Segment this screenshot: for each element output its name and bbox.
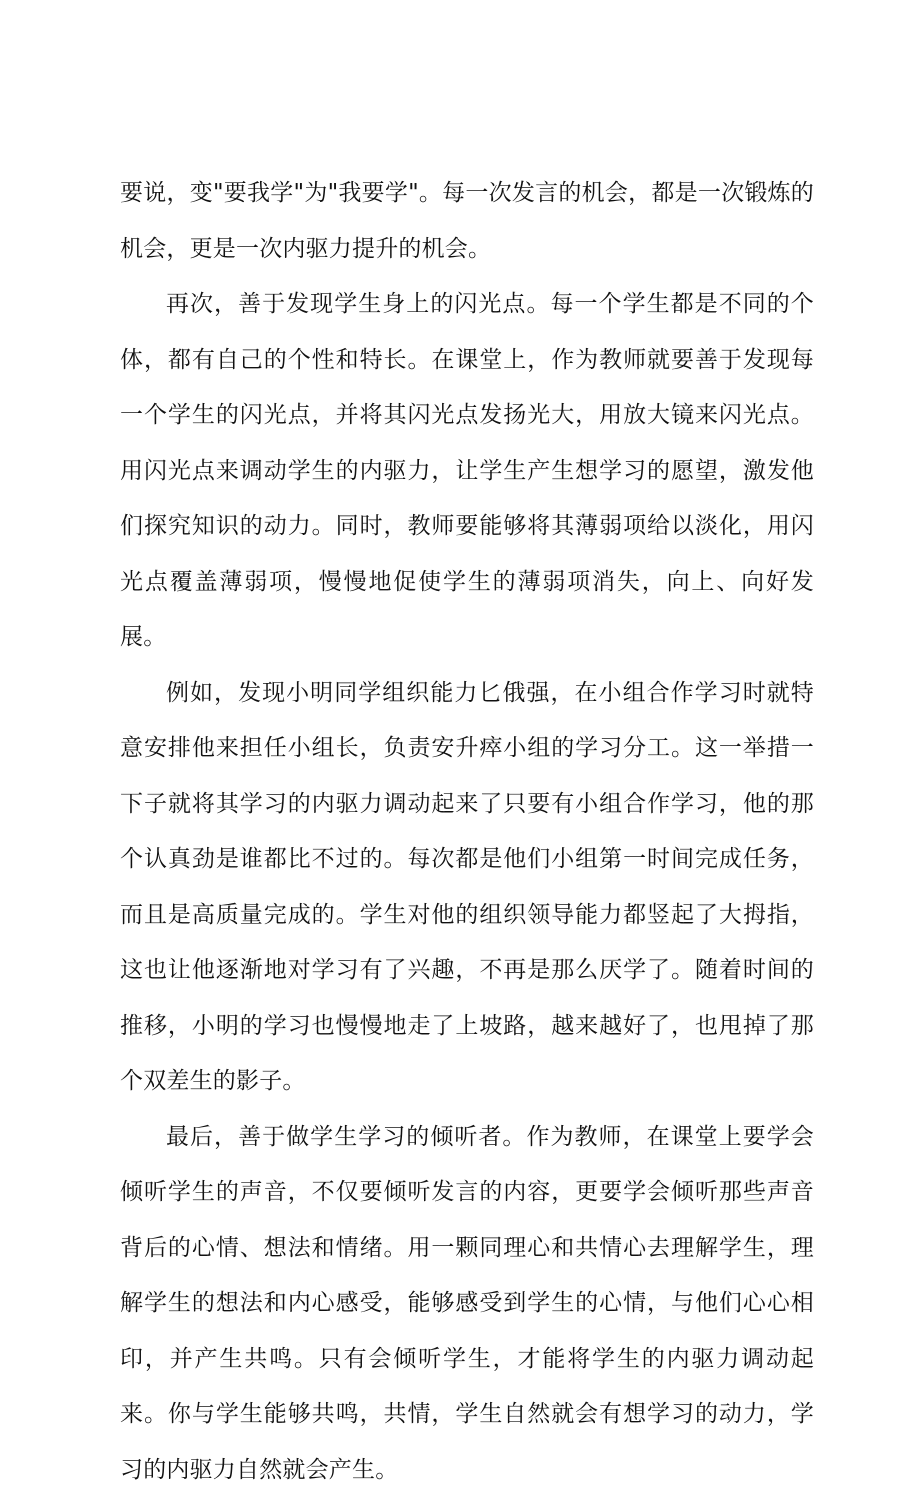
paragraph-highlight-points: 再次，善于发现学生身上的闪光点。每一个学生都是不同的个体，都有自己的个性和特长。在课堂上，作为教师就要善于发现每一个学生的闪光点，并将其闪光点发扬光大，用放大镜来闪光点。用闪光点来调动学生的内驱力，让学生产生想学习的愿望，激发他们探究知识的动力。同时，教师要能够将其薄弱项给以淡化，用闪光点覆盖薄弱项，慢慢地促使学生的薄弱项消失，向上、向好发展。 [120,277,814,666]
paragraph-continuation: 要说，变"要我学"为"我要学"。每一次发言的机会，都是一次锻炼的机会，更是一次内驱力提升的机会。 [120,166,814,277]
document-body [120,166,814,1498]
paragraph-listener: 最后，善于做学生学习的倾听者。作为教师，在课堂上要学会倾听学生的声音，不仅要倾听发言的内容，更要学会倾听那些声音背后的心情、想法和情绪。用一颗同理心和共情心去理解学生，理解学生的想法和内心感受，能够感受到学生的心情，与他们心心相印，并产生共鸣。只有会倾听学生，才能将学生的内驱力调动起来。你与学生能够共鸣，共情，学生自然就会有想学习的动力，学习的内驱力自然就会产生。 [120,1110,814,1498]
paragraph-example-xiaoming: 例如，发现小明同学组织能力匕俄强，在小组合作学习时就特意安排他来担任小组长，负责安升瘁小组的学习分工。这一举措一下子就将其学习的内驱力调动起来了只要有小组合作学习，他的那个认真劲是谁都比不过的。每次都是他们小组第一时间完成任务，而且是高质量完成的。学生对他的组织领导能力都竖起了大拇指，这也让他逐渐地对学习有了兴趣，不再是那么厌学了。随着时间的推移，小明的学习也慢慢地走了上坡路，越来越好了，也甩掉了那个双差生的影子。 [120,666,814,1110]
